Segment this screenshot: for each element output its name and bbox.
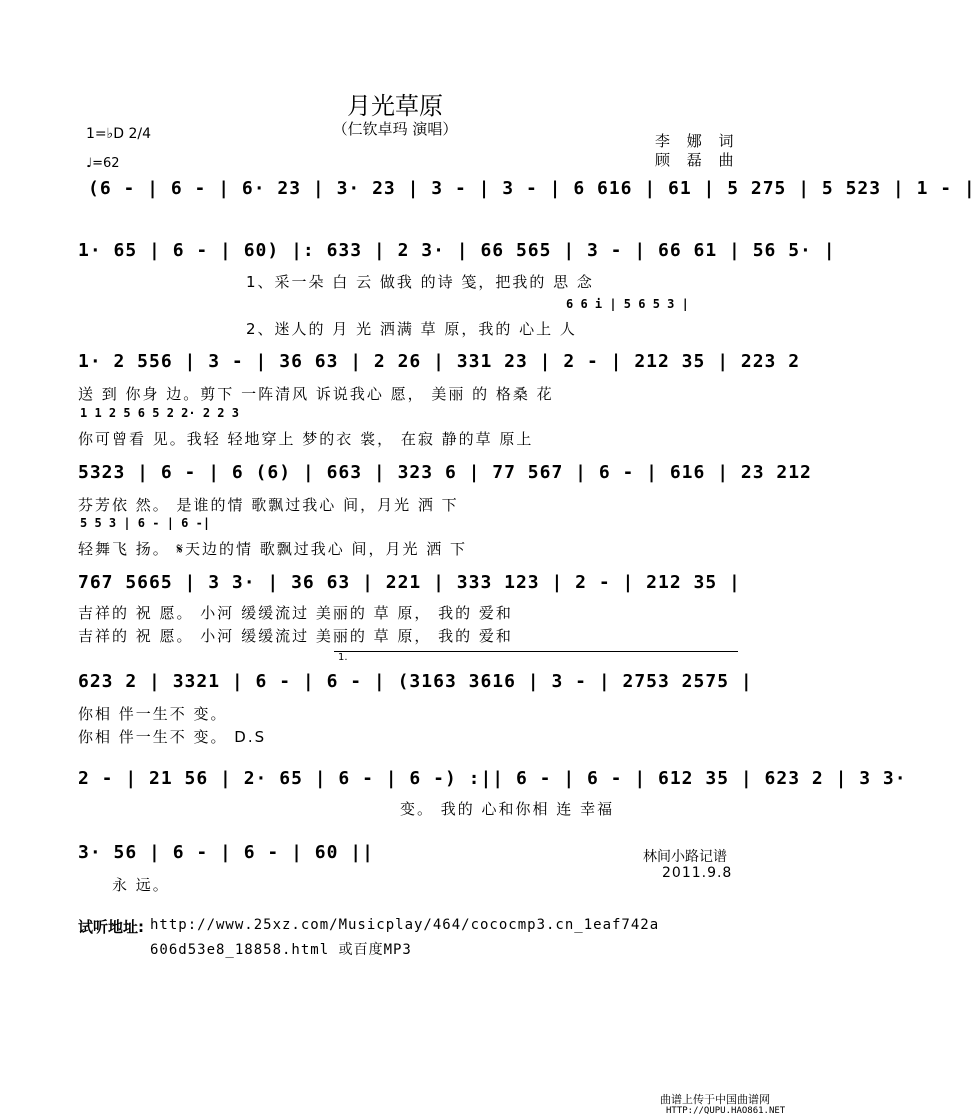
volta-bracket <box>334 651 738 652</box>
score-row-1: (6 - | 6 - | 6· 23 | 3· 23 | 3 - | 3 - | 6 616 | 61 | 5 275 | 5 523 | 1 - | <box>88 178 976 199</box>
score-row-8: 3· 56 | 6 - | 6 - | 60 || <box>78 842 374 863</box>
lyric-row-8: 永 远。 <box>112 876 170 894</box>
singer-subtitle: （仁钦卓玛 演唱） <box>332 120 458 138</box>
alt-notes-row-3: 1 1 2 5 6 5 2 2· 2 2 3 <box>80 406 239 420</box>
listen-url-line-1[interactable]: http://www.25xz.com/Musicplay/464/cococmp3.cn_1eaf742a <box>150 917 660 933</box>
lyric-row-5-verse-1: 吉祥的 祝 愿。 小河 缓缓流过 美丽的 草 原， 我的 爱和 <box>78 604 513 622</box>
lyric-row-7: 变。 我的 心和你相 连 幸福 <box>400 800 615 818</box>
watermark-url: HTTP://QUPU.HAO861.NET <box>666 1106 786 1116</box>
composer-credit: 顾 磊 曲 <box>655 151 740 169</box>
score-row-4: 5323 | 6 - | 6 (6) | 663 | 323 6 | 77 567 | 6 - | 616 | 23 212 <box>78 462 812 483</box>
lyric-row-2-verse-1: 1、采一朵 白 云 做我 的诗 笺，把我的 思 念 <box>246 273 594 291</box>
score-row-3: 1· 2 556 | 3 - | 36 63 | 2 26 | 331 23 | 2 - | 212 35 | 223 2 <box>78 351 801 372</box>
alt-notes-row-2: 6 6 i | 5 6 5 3 | <box>566 297 689 311</box>
alt-notes-row-4: 5 5 3 | 6 - | 6 -| <box>80 516 211 530</box>
lyricist-credit: 李 娜 词 <box>655 132 740 150</box>
lyric-row-3-verse-2: 你可曾看 见。我轻 轻地穿上 梦的衣 裳， 在寂 静的草 原上 <box>78 430 534 448</box>
lyric-row-4-verse-2: 轻舞飞 扬。 𝄋天边的情 歌飘过我心 间，月光 洒 下 <box>78 540 468 558</box>
volta-label: 1. <box>338 652 348 663</box>
lyric-row-5-verse-2: 吉祥的 祝 愿。 小河 缓缓流过 美丽的 草 原， 我的 爱和 <box>78 627 513 645</box>
score-row-6: 623 2 | 3321 | 6 - | 6 - | (3163 3616 | 3 - | 2753 2575 | <box>78 671 753 692</box>
score-row-5: 767 5665 | 3 3· | 36 63 | 221 | 333 123 | 2 - | 212 35 | <box>78 572 741 593</box>
listen-url-label: 试听地址: <box>78 918 144 936</box>
lyric-row-2-verse-2: 2、迷人的 月 光 洒满 草 原，我的 心上 人 <box>246 320 577 338</box>
transcriber-credit: 林间小路记谱 <box>643 849 727 865</box>
transcription-date: 2011.9.8 <box>662 865 733 881</box>
score-row-2: 1· 65 | 6 - | 60) |: 633 | 2 3· | 66 565 | 3 - | 66 61 | 56 5· | <box>78 240 836 261</box>
watermark-text: 曲谱上传于中国曲谱网 <box>660 1093 770 1106</box>
song-title: 月光草原 <box>347 92 443 120</box>
listen-url-line-2[interactable]: 606d53e8_18858.html 或百度MP3 <box>150 942 412 958</box>
key-signature: 1=♭D 2/4 <box>86 126 152 142</box>
lyric-row-6-verse-1: 你相 伴一生不 变。 <box>78 705 228 723</box>
lyric-row-3-verse-1: 送 到 你身 边。剪下 一阵清风 诉说我心 愿， 美丽 的 格桑 花 <box>78 385 554 403</box>
lyric-row-4-verse-1: 芬芳依 然。 是谁的情 歌飘过我心 间，月光 洒 下 <box>78 496 459 514</box>
lyric-row-6-verse-2: 你相 伴一生不 变。 D.S <box>78 728 267 746</box>
tempo-marking: ♩=62 <box>86 156 120 171</box>
score-row-7: 2 - | 21 56 | 2· 65 | 6 - | 6 -) :|| 6 - | 6 - | 612 35 | 623 2 | 3 3· <box>78 768 907 789</box>
